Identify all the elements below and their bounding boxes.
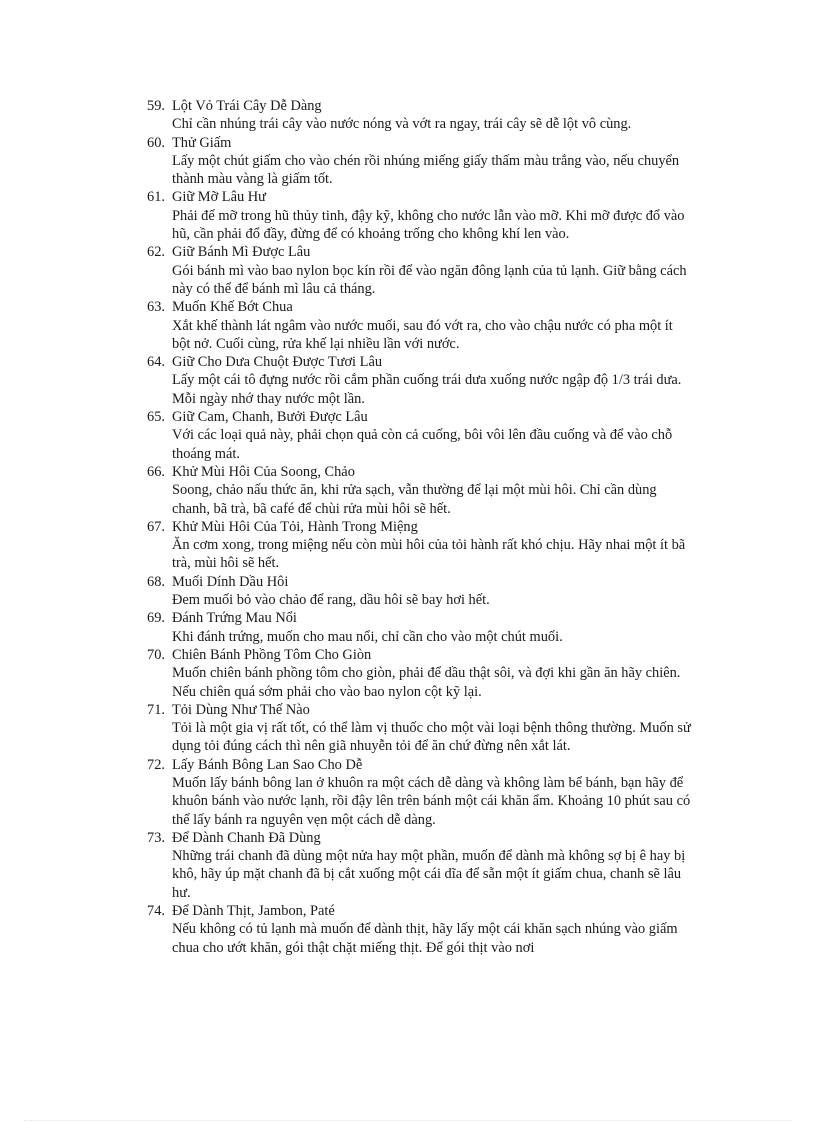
- tip-title: Lột Vỏ Trái Cây Dễ Dàng: [172, 98, 322, 114]
- tip-title: Chiên Bánh Phồng Tôm Cho Giòn: [172, 646, 372, 663]
- tip-title: Khử Mùi Hôi Của Soong, Chảo: [172, 463, 355, 480]
- tip-number: 68.: [147, 573, 165, 590]
- tip-number: 69.: [147, 610, 165, 627]
- tip-text: Nếu không có tủ lạnh mà muốn để dành thịt, hãy lấy một cái khăn sạch nhúng vào giấm chua cho ướt khăn, gói thật chặt miếng thịt. Để gói thịt vào nơi: [172, 921, 678, 956]
- tip-title: Đánh Trứng Mau Nổi: [172, 610, 297, 627]
- tip-number: 61.: [147, 189, 165, 206]
- tip-text: Lấy một chút giấm cho vào chén rồi nhúng miếng giấy thấm màu trắng vào, nếu chuyển thành màu vàng là giấm tốt.: [172, 152, 680, 188]
- tip-body: [172, 829, 692, 902]
- tip-number: 71.: [147, 701, 165, 718]
- tip-number: 66.: [147, 463, 165, 480]
- tip-text: Chỉ cần nhúng trái cây vào nước nóng và vớt ra ngay, trái cây sẽ dễ lột vô cùng.: [172, 116, 632, 133]
- page-bottom-divider: [24, 1120, 792, 1121]
- tip-text: Đem muối bỏ vào chảo để rang, dầu hôi sẽ bay hơi hết.: [172, 592, 490, 609]
- tip-body: [172, 573, 692, 610]
- tip-body: [172, 463, 692, 518]
- list-item: [147, 353, 692, 408]
- list-item: [147, 463, 692, 518]
- tip-title: Khử Mùi Hôi Của Tỏi, Hành Trong Miệng: [172, 518, 418, 535]
- tip-body: [172, 408, 692, 463]
- tip-body: [172, 134, 692, 189]
- tip-text: Lấy một cái tô đựng nước rồi cắm phần cuống trái dưa xuống nước ngập độ 1/3 trái dưa. Mỗi ngày nhớ thay nước một lần.: [172, 372, 682, 407]
- tip-text: Soong, chảo nấu thức ăn, khi rửa sạch, vẫn thường để lại một mùi hôi. Chỉ cần dùng chanh, bã trà, bã café để chùi rửa mùi hôi sẽ hết.: [172, 482, 657, 517]
- tip-text: Phải để mỡ trong hũ thủy tinh, đậy kỹ, không cho nước lẫn vào mỡ. Khi mỡ được đổ vào hũ, cần phải đổ đầy, đừng để có khoảng trống cho không khí len vào.: [172, 207, 685, 243]
- tip-body: [172, 646, 692, 701]
- tip-number: 70.: [147, 646, 165, 663]
- tip-body: [172, 188, 692, 243]
- list-item: [147, 408, 692, 463]
- tip-number: 60.: [147, 134, 165, 151]
- tip-number: 67.: [147, 518, 165, 535]
- tip-title: Giữ Cam, Chanh, Bưởi Được Lâu: [172, 409, 368, 426]
- tip-title: Giữ Mỡ Lâu Hư: [172, 189, 266, 206]
- tip-body: [172, 756, 692, 829]
- tip-title: Để Dành Thịt, Jambon, Paté: [172, 903, 335, 920]
- tip-text: Ăn cơm xong, trong miệng nếu còn mùi hôi của tỏi hành rất khó chịu. Hãy nhai một ít bã trà, mùi hôi sẽ hết.: [172, 537, 686, 572]
- tip-body: [172, 298, 692, 353]
- tip-number: 74.: [147, 903, 165, 920]
- tip-title: Thử Giấm: [172, 134, 232, 151]
- tip-text: Khi đánh trứng, muốn cho mau nổi, chỉ cần cho vào một chút muối.: [172, 628, 563, 645]
- tip-body: [172, 609, 692, 646]
- list-item: [147, 518, 692, 573]
- list-item: [147, 902, 692, 957]
- list-item: [147, 701, 692, 756]
- tip-title: Muối Dính Dầu Hôi: [172, 573, 289, 590]
- list-item: [147, 829, 692, 902]
- tip-body: [172, 97, 692, 134]
- tip-title: Giữ Bánh Mì Được Lâu: [172, 244, 311, 261]
- tip-number: 59.: [147, 98, 165, 114]
- tip-title: Muốn Khế Bớt Chua: [172, 299, 293, 316]
- tip-title: Tỏi Dùng Như Thế Nào: [172, 701, 310, 718]
- list-item: [147, 298, 692, 353]
- tip-text: Gói bánh mì vào bao nylon bọc kín rồi để vào ngăn đông lạnh của tủ lạnh. Giữ bằng cách này có thể để bánh mì lâu cả tháng.: [172, 262, 687, 297]
- tip-text: Muốn lấy bánh bông lan ở khuôn ra một cách dễ dàng và không làm bể bánh, bạn hãy để khuôn bánh vào nước lạnh, rồi đậy lên trên bánh một cái khăn ẩm. Khoảng 10 phút sau có thể lấy bánh ra nguyên vẹn một cách dễ dàng.: [172, 774, 691, 828]
- list-item: [147, 243, 692, 298]
- tip-number: 65.: [147, 409, 165, 426]
- tip-number: 62.: [147, 244, 165, 261]
- list-item: [147, 573, 692, 610]
- list-item: [147, 756, 692, 829]
- list-item: [147, 646, 692, 701]
- list-item: [147, 97, 692, 134]
- tip-number: 72.: [147, 756, 165, 773]
- list-item: [147, 609, 692, 646]
- tip-number: 63.: [147, 299, 165, 316]
- list-item: [147, 134, 692, 189]
- tip-text: Với các loại quả này, phải chọn quả còn cả cuống, bôi vôi lên đầu cuống và để vào chỗ thoáng mát.: [172, 427, 673, 462]
- list-item: [147, 188, 692, 243]
- tip-text: Muốn chiên bánh phồng tôm cho giòn, phải để dầu thật sôi, và đợi khi gần ăn hãy chiên. Nếu chiên quá sớm phải cho vào bao nylon cột kỹ lại.: [172, 665, 681, 700]
- tip-title: Giữ Cho Dưa Chuột Được Tươi Lâu: [172, 354, 383, 371]
- tip-text: Những trái chanh đã dùng một nửa hay một phần, muốn để dành mà không sợ bị ê hay bị khô, hãy úp mặt chanh đã bị cắt xuống một cái dĩa để sẵn một ít giấm chua, chanh sẽ lâu hư.: [172, 848, 686, 901]
- tip-body: [172, 243, 692, 298]
- tip-number: 73.: [147, 829, 165, 846]
- tip-body: [172, 518, 692, 573]
- tip-title: Để Dành Chanh Đã Dùng: [172, 829, 321, 846]
- tip-text: Tỏi là một gia vị rất tốt, có thể làm vị thuốc cho một vài loại bệnh thông thường. Muốn sử dụng tỏi đúng cách thì nên giã nhuyễn tỏi để ăn chứ đừng nên xắt lát.: [172, 720, 691, 755]
- tip-text: Xắt khế thành lát ngâm vào nước muối, sau đó vớt ra, cho vào chậu nước có pha một ít bột nở. Cuối cùng, rửa khế lại nhiều lần với nước.: [172, 317, 673, 352]
- tip-body: [172, 902, 692, 957]
- tip-body: [172, 701, 692, 756]
- tip-title: Lấy Bánh Bông Lan Sao Cho Dễ: [172, 756, 363, 773]
- tips-list: [147, 97, 692, 957]
- tip-body: [172, 353, 692, 408]
- tip-number: 64.: [147, 354, 165, 371]
